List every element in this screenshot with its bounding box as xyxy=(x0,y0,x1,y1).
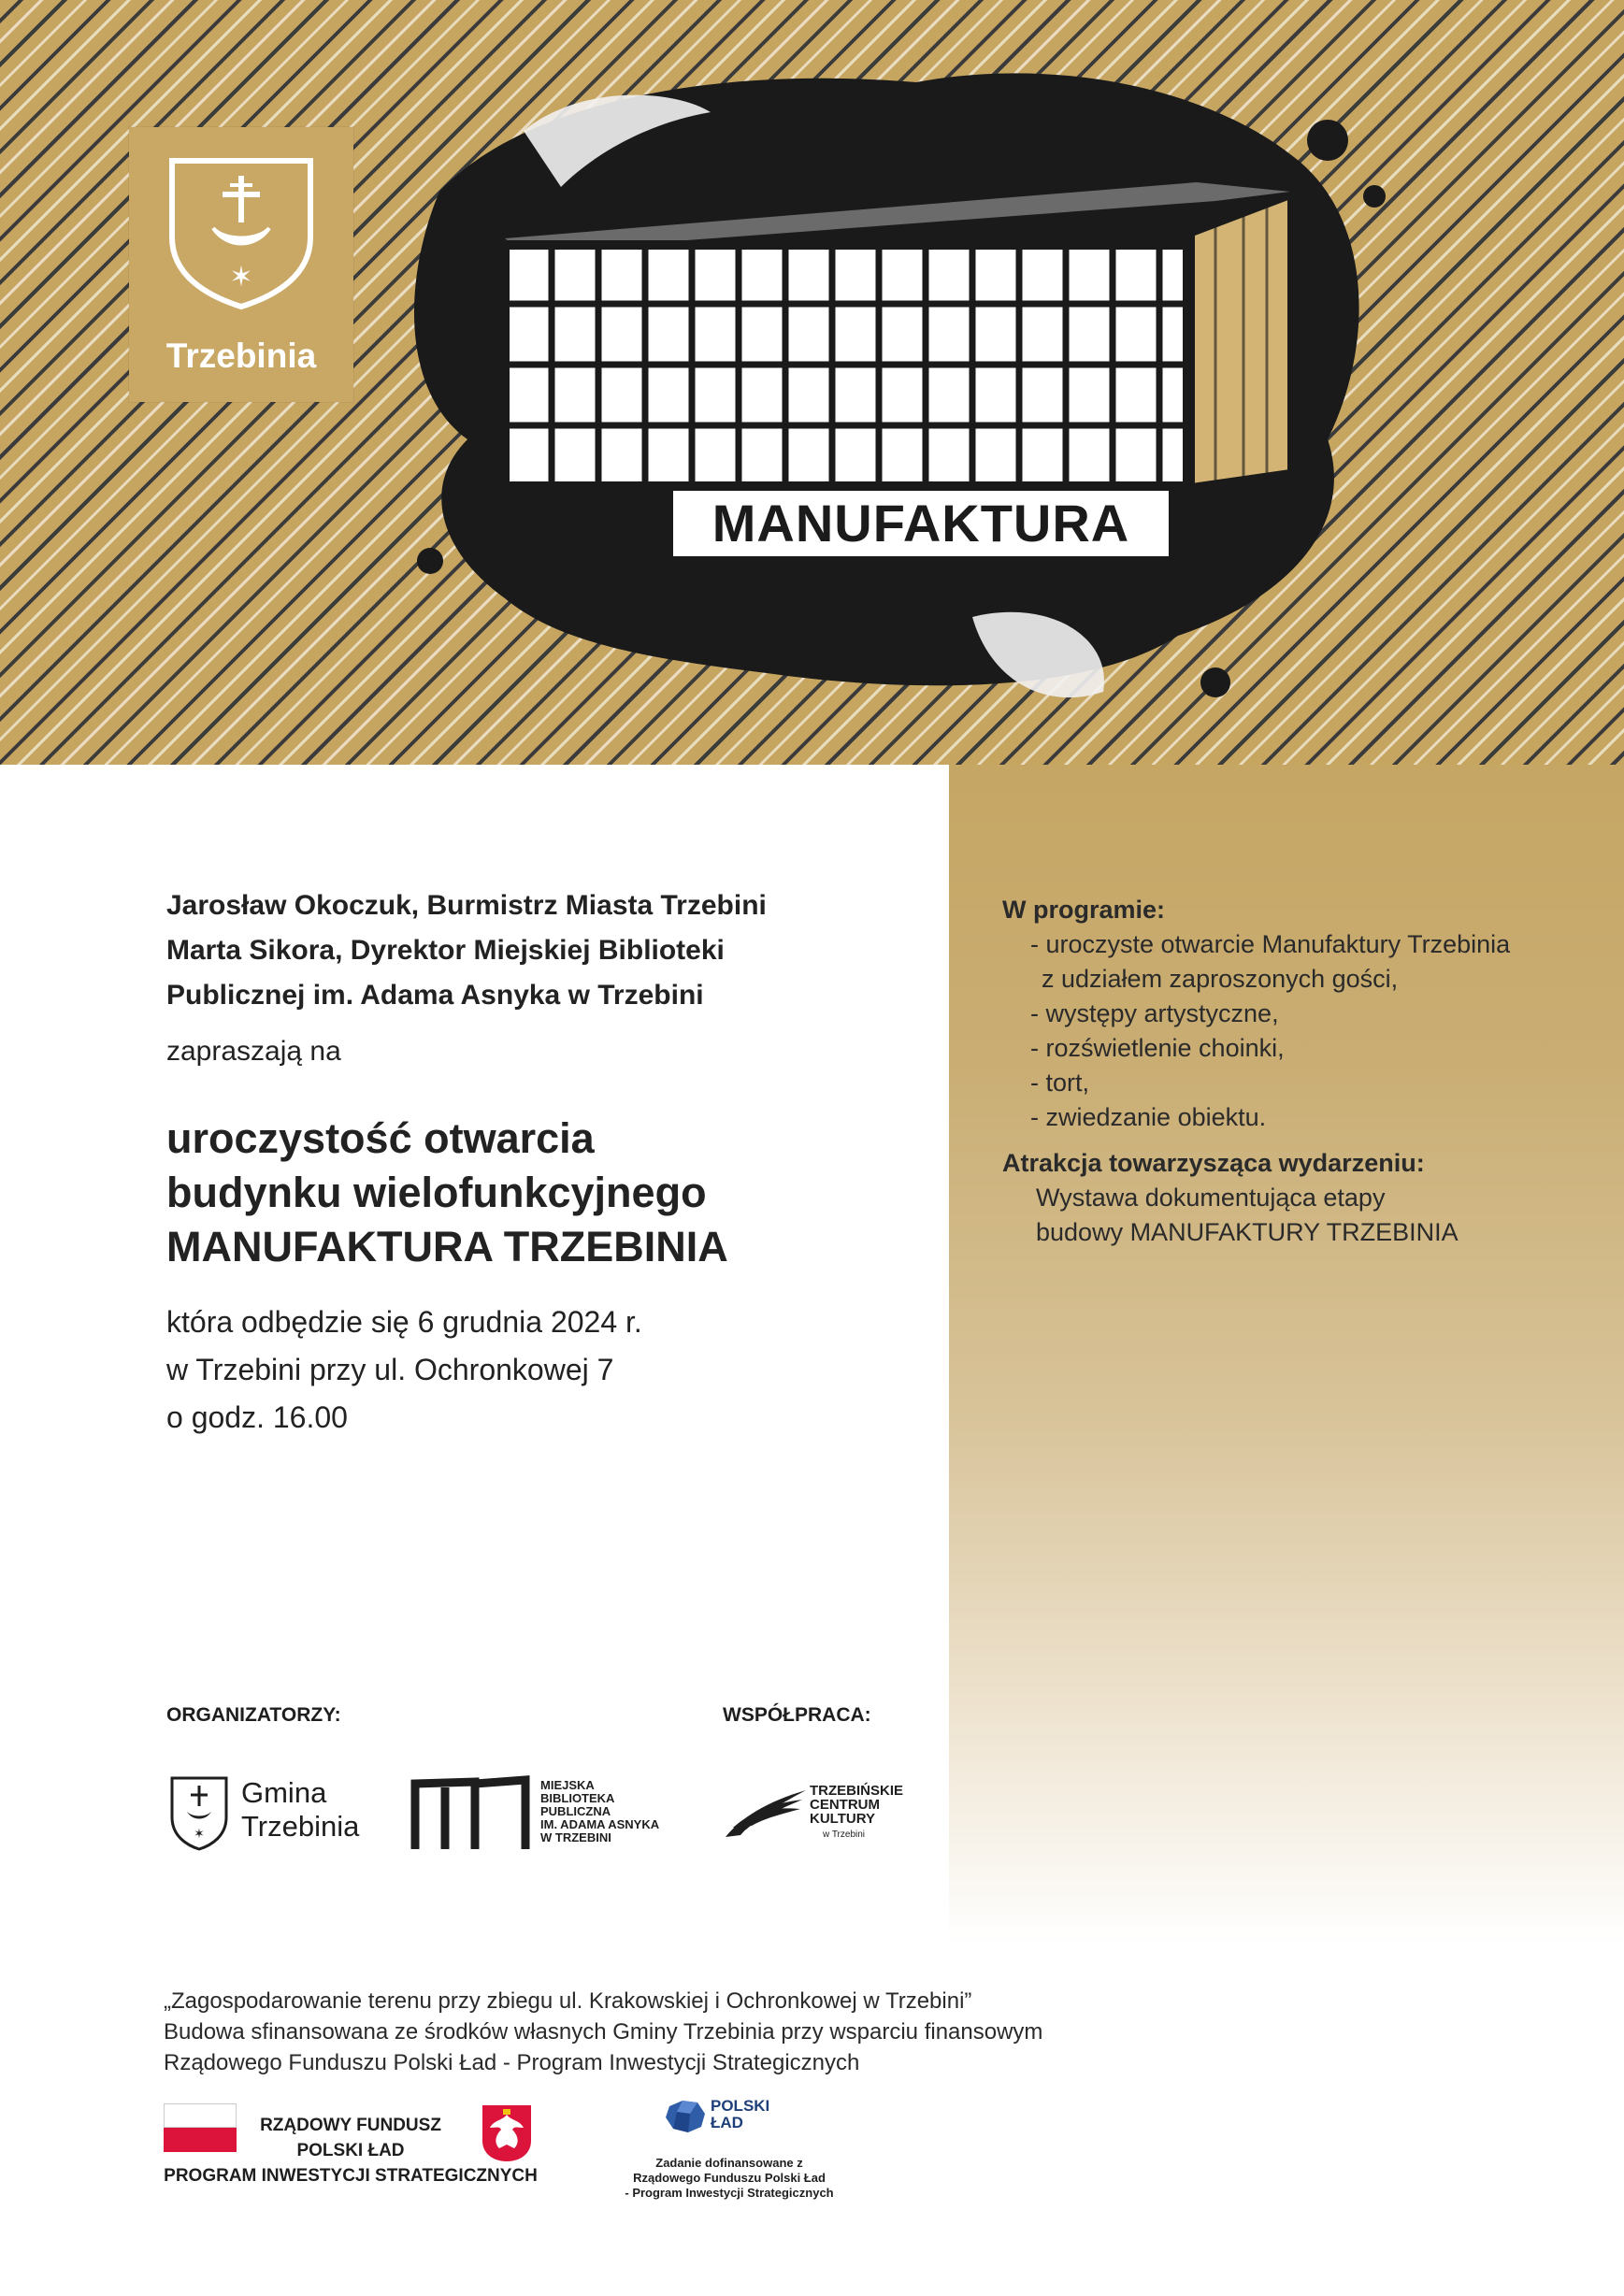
event-title-line: budynku wielofunkcyjnego xyxy=(166,1169,707,1216)
event-details xyxy=(166,1299,914,1442)
svg-text:✶: ✶ xyxy=(194,1827,205,1842)
inviters xyxy=(166,883,914,1018)
polski-lad-name xyxy=(711,2098,769,2131)
inviter-line: Jarosław Okoczuk, Burmistrz Miasta Trzebini xyxy=(166,890,767,921)
attraction-line: budowy MANUFAKTURY TRZEBINIA xyxy=(1036,1218,1459,1246)
building-label: MANUFAKTURA xyxy=(673,491,1169,556)
city-logo xyxy=(129,127,353,402)
fund-line: POLSKI ŁAD xyxy=(296,2141,405,2160)
cofunding-line: Rządowego Funduszu Polski Ład xyxy=(633,2171,826,2185)
culture-center-logo-icon xyxy=(722,1781,808,1841)
funding-line: Budowa sfinansowana ze środków własnych Gminy Trzebinia przy wsparciu finansowym xyxy=(164,2019,1043,2045)
cooperation-label: WSPÓŁPRACA: xyxy=(723,1704,871,1726)
gmina-line: Gmina xyxy=(241,1776,327,1809)
cofunding-line: - Program Inwestycji Strategicznych xyxy=(625,2186,834,2200)
inviter-line: Marta Sikora, Dyrektor Miejskiej Biblioteki xyxy=(166,935,725,966)
gmina-crest-icon xyxy=(166,1774,232,1851)
program-section xyxy=(1002,893,1601,1250)
invite-lead: zapraszają na xyxy=(166,1036,341,1067)
coat-of-arms-icon xyxy=(129,127,353,314)
culture-center-subtitle: w Trzebini xyxy=(823,1830,866,1840)
cofunding-note xyxy=(580,2156,879,2201)
program-item: - występy artystyczne, xyxy=(1030,999,1279,1027)
svg-text:✶: ✶ xyxy=(229,261,253,294)
funding-line: Rządowego Funduszu Polski Ład - Program Inwestycji Strategicznych xyxy=(164,2050,860,2075)
program-item: - zwiedzanie obiektu. xyxy=(1030,1103,1267,1131)
event-title-line: MANUFAKTURA TRZEBINIA xyxy=(166,1223,728,1270)
hero-banner xyxy=(0,0,1624,765)
eagle-emblem-icon xyxy=(479,2103,535,2163)
library-line: PUBLICZNA xyxy=(540,1804,611,1818)
polski-lad-map-icon xyxy=(664,2097,707,2134)
gmina-line: Trzebinia xyxy=(241,1810,360,1843)
event-title xyxy=(166,1112,914,1274)
culture-line: CENTRUM xyxy=(810,1797,880,1813)
event-place: w Trzebini przy ul. Ochronkowej 7 xyxy=(166,1353,614,1386)
event-time: o godz. 16.00 xyxy=(166,1400,348,1434)
attraction-heading: Atrakcja towarzysząca wydarzeniu: xyxy=(1002,1149,1425,1177)
program-item: - rozświetlenie choinki, xyxy=(1030,1034,1285,1062)
event-title-line: uroczystość otwarcia xyxy=(166,1114,595,1162)
library-line: IM. ADAMA ASNYKA xyxy=(540,1817,660,1831)
program-heading: W programie: xyxy=(1002,896,1166,924)
program-item: - uroczyste otwarcie Manufaktury Trzebinia xyxy=(1030,930,1511,958)
polski-lad-line: POLSKI xyxy=(711,2097,770,2115)
funding-statement xyxy=(164,1986,1286,2078)
fund-line: PROGRAM INWESTYCJI STRATEGICZNYCH xyxy=(164,2166,538,2186)
invitation xyxy=(166,883,914,1442)
culture-line: KULTURY xyxy=(810,1811,875,1827)
library-line: BIBLIOTEKA xyxy=(540,1791,615,1805)
program-item: z udziałem zaproszonych gości, xyxy=(1042,965,1399,993)
inviter-line: Publicznej im. Adama Asnyka w Trzebini xyxy=(166,980,704,1011)
culture-line: TRZEBIŃSKIE xyxy=(810,1783,904,1799)
funding-line: „Zagospodarowanie terenu przy zbiegu ul. Krakowskiej i Ochronkowej w Trzebini” xyxy=(164,1988,972,2014)
polski-lad-line: ŁAD xyxy=(711,2114,743,2131)
event-date: która odbędzie się 6 grudnia 2024 r. xyxy=(166,1305,642,1339)
library-name xyxy=(540,1779,659,1844)
cofunding-line: Zadanie dofinansowane z xyxy=(655,2156,803,2170)
library-logo-icon xyxy=(410,1774,531,1851)
attraction-line: Wystawa dokumentująca etapy xyxy=(1036,1184,1386,1212)
library-line: MIEJSKA xyxy=(540,1778,595,1792)
fund-line: RZĄDOWY FUNDUSZ xyxy=(260,2116,441,2135)
culture-center-name xyxy=(810,1784,903,1826)
city-name: Trzebinia xyxy=(165,337,317,375)
gmina-name xyxy=(241,1776,359,1844)
program-item: - tort, xyxy=(1030,1069,1090,1097)
organizers-label: ORGANIZATORZY: xyxy=(166,1704,341,1726)
library-line: W TRZEBINI xyxy=(540,1830,611,1844)
